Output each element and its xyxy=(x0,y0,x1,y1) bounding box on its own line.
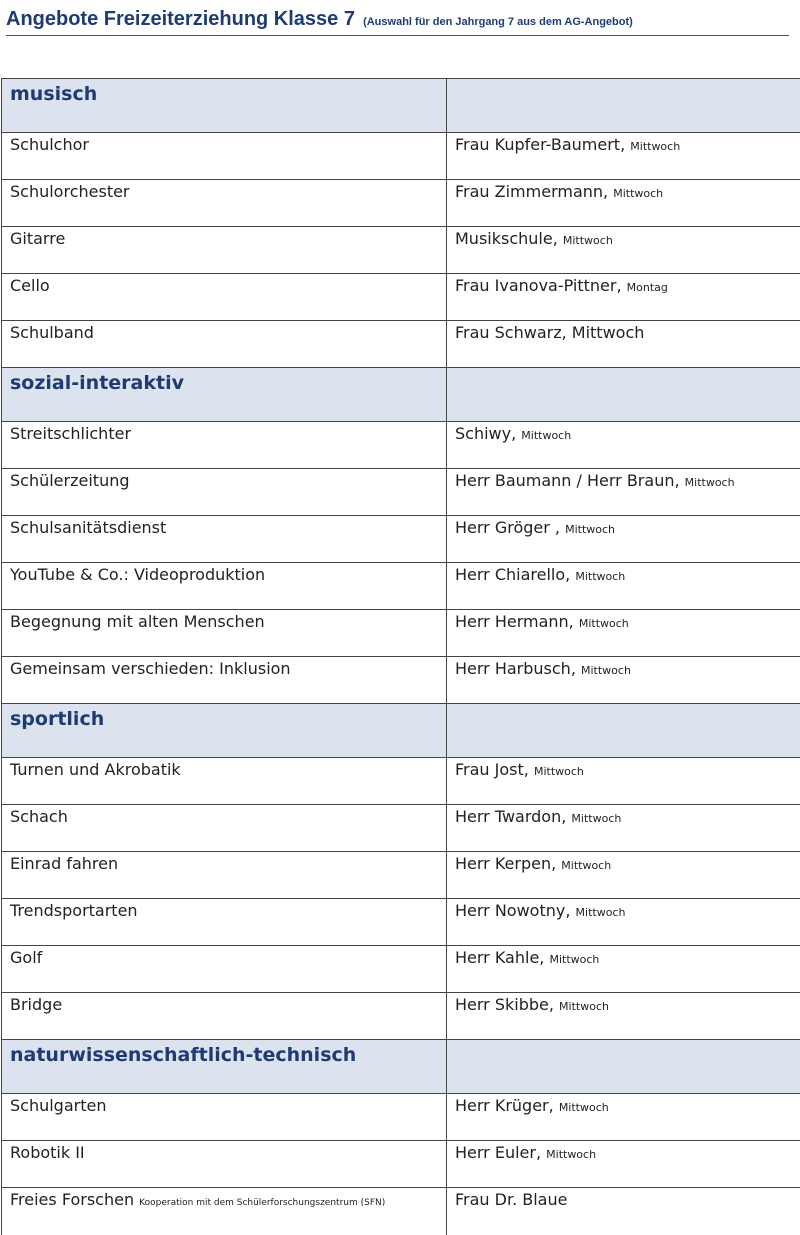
weekday: Mittwoch xyxy=(576,906,626,919)
teacher-cell xyxy=(447,758,800,805)
teacher-cell xyxy=(447,657,800,704)
table-row xyxy=(2,1094,800,1141)
weekday: Mittwoch xyxy=(613,187,663,200)
activity-name: Schulsanitätsdienst xyxy=(10,518,166,537)
teacher-name: Frau Jost, xyxy=(455,760,529,779)
table-row xyxy=(2,610,800,657)
teacher-name: Herr Kahle, xyxy=(455,948,544,967)
table-row xyxy=(2,899,800,946)
teacher-cell xyxy=(447,469,800,516)
teacher-name: Herr Harbusch, xyxy=(455,659,576,678)
table-row xyxy=(2,657,800,704)
table-row xyxy=(2,852,800,899)
activity-name: Schülerzeitung xyxy=(10,471,130,490)
category-empty-cell xyxy=(447,704,800,758)
teacher-cell xyxy=(447,227,800,274)
teacher-name: Herr Chiarello, xyxy=(455,565,570,584)
category-label: musisch xyxy=(2,79,447,133)
activity-name: Trendsportarten xyxy=(10,901,138,920)
teacher-name: Frau Kupfer-Baumert, xyxy=(455,135,625,154)
category-empty-cell xyxy=(447,1040,800,1094)
category-row xyxy=(2,704,800,758)
teacher-cell xyxy=(447,1141,800,1188)
activity-cell xyxy=(2,805,447,852)
activity-cell xyxy=(2,610,447,657)
page-subtitle: (Auswahl für den Jahrgang 7 aus dem AG-Angebot) xyxy=(363,16,633,28)
weekday: Mittwoch xyxy=(563,234,613,247)
category-empty-cell xyxy=(447,79,800,133)
activity-name: Schulorchester xyxy=(10,182,130,201)
teacher-cell xyxy=(447,899,800,946)
activity-name: Freies Forschen xyxy=(10,1190,134,1209)
teacher-name: Frau Dr. Blaue xyxy=(455,1190,567,1209)
activity-cell xyxy=(2,563,447,610)
weekday: Mittwoch xyxy=(630,140,680,153)
activity-name: Cello xyxy=(10,276,50,295)
page-header xyxy=(6,8,789,36)
weekday: Mittwoch xyxy=(579,617,629,630)
table-row xyxy=(2,563,800,610)
activity-cell xyxy=(2,516,447,563)
page-title: Angebote Freizeiterziehung Klasse 7 xyxy=(6,8,355,30)
teacher-name: Herr Krüger, xyxy=(455,1096,554,1115)
teacher-cell xyxy=(447,321,800,368)
activity-cell xyxy=(2,852,447,899)
table-row xyxy=(2,133,800,180)
activity-name: Gitarre xyxy=(10,229,65,248)
teacher-name: Herr Kerpen, xyxy=(455,854,556,873)
activity-name: Bridge xyxy=(10,995,62,1014)
activity-cell xyxy=(2,180,447,227)
weekday: Mittwoch xyxy=(565,523,615,536)
teacher-cell xyxy=(447,993,800,1040)
table-row xyxy=(2,469,800,516)
activity-cell xyxy=(2,1094,447,1141)
weekday: Mittwoch xyxy=(559,1000,609,1013)
offers-table-body xyxy=(2,79,800,1235)
activity-name: Schulgarten xyxy=(10,1096,106,1115)
activity-name: Gemeinsam verschieden: Inklusion xyxy=(10,659,291,678)
table-row xyxy=(2,274,800,321)
teacher-name: Frau Schwarz, Mittwoch xyxy=(455,323,644,342)
teacher-name: Herr Euler, xyxy=(455,1143,541,1162)
activity-cell xyxy=(2,758,447,805)
table-row xyxy=(2,758,800,805)
teacher-cell xyxy=(447,133,800,180)
teacher-name: Frau Zimmermann, xyxy=(455,182,608,201)
activity-cell xyxy=(2,993,447,1040)
teacher-name: Frau Ivanova-Pittner, xyxy=(455,276,622,295)
activity-cell xyxy=(2,469,447,516)
activity-name: Einrad fahren xyxy=(10,854,118,873)
table-row xyxy=(2,805,800,852)
weekday: Mittwoch xyxy=(561,859,611,872)
weekday: Mittwoch xyxy=(549,953,599,966)
teacher-name: Herr Baumann / Herr Braun, xyxy=(455,471,680,490)
weekday: Mittwoch xyxy=(581,664,631,677)
table-row xyxy=(2,227,800,274)
activity-cell xyxy=(2,227,447,274)
teacher-cell xyxy=(447,422,800,469)
activity-name: Robotik II xyxy=(10,1143,85,1162)
teacher-name: Herr Twardon, xyxy=(455,807,566,826)
weekday: Mittwoch xyxy=(534,765,584,778)
weekday: Mittwoch xyxy=(521,429,571,442)
category-label: sportlich xyxy=(2,704,447,758)
activity-name: Turnen und Akrobatik xyxy=(10,760,181,779)
weekday: Mittwoch xyxy=(546,1148,596,1161)
category-empty-cell xyxy=(447,368,800,422)
teacher-cell xyxy=(447,610,800,657)
weekday: Mittwoch xyxy=(575,570,625,583)
teacher-cell xyxy=(447,563,800,610)
activity-name: Schulchor xyxy=(10,135,89,154)
activity-name: YouTube & Co.: Videoproduktion xyxy=(10,565,265,584)
weekday: Mittwoch xyxy=(559,1101,609,1114)
table-row xyxy=(2,993,800,1040)
activity-cell xyxy=(2,1141,447,1188)
activity-name: Streitschlichter xyxy=(10,424,131,443)
teacher-name: Musikschule, xyxy=(455,229,558,248)
teacher-cell xyxy=(447,852,800,899)
activity-cell xyxy=(2,946,447,993)
teacher-name: Schiwy, xyxy=(455,424,516,443)
category-label: naturwissenschaftlich-technisch xyxy=(2,1040,447,1094)
table-row xyxy=(2,422,800,469)
teacher-cell xyxy=(447,274,800,321)
activity-cell xyxy=(2,274,447,321)
table-row xyxy=(2,516,800,563)
activity-note: Kooperation mit dem Schülerforschungszentrum (SFN) xyxy=(139,1198,385,1208)
teacher-name: Herr Skibbe, xyxy=(455,995,554,1014)
teacher-cell xyxy=(447,1094,800,1141)
activity-cell xyxy=(2,899,447,946)
teacher-cell xyxy=(447,946,800,993)
offers-table xyxy=(1,78,800,1235)
table-row xyxy=(2,1141,800,1188)
activity-cell xyxy=(2,133,447,180)
teacher-cell xyxy=(447,1188,800,1235)
teacher-name: Herr Gröger , xyxy=(455,518,560,537)
activity-cell xyxy=(2,1188,447,1235)
teacher-cell xyxy=(447,180,800,227)
table-row xyxy=(2,321,800,368)
table-row xyxy=(2,946,800,993)
activity-cell xyxy=(2,422,447,469)
activity-name: Schulband xyxy=(10,323,94,342)
teacher-cell xyxy=(447,516,800,563)
table-row xyxy=(2,180,800,227)
table-row xyxy=(2,1188,800,1235)
category-label: sozial-interaktiv xyxy=(2,368,447,422)
teacher-cell xyxy=(447,805,800,852)
weekday: Mittwoch xyxy=(571,812,621,825)
activity-name: Golf xyxy=(10,948,42,967)
weekday: Montag xyxy=(627,281,668,294)
activity-cell xyxy=(2,321,447,368)
activity-name: Schach xyxy=(10,807,68,826)
category-row xyxy=(2,368,800,422)
activity-cell xyxy=(2,657,447,704)
category-row xyxy=(2,1040,800,1094)
category-row xyxy=(2,79,800,133)
teacher-name: Herr Hermann, xyxy=(455,612,574,631)
teacher-name: Herr Nowotny, xyxy=(455,901,570,920)
weekday: Mittwoch xyxy=(685,476,735,489)
activity-name: Begegnung mit alten Menschen xyxy=(10,612,265,631)
